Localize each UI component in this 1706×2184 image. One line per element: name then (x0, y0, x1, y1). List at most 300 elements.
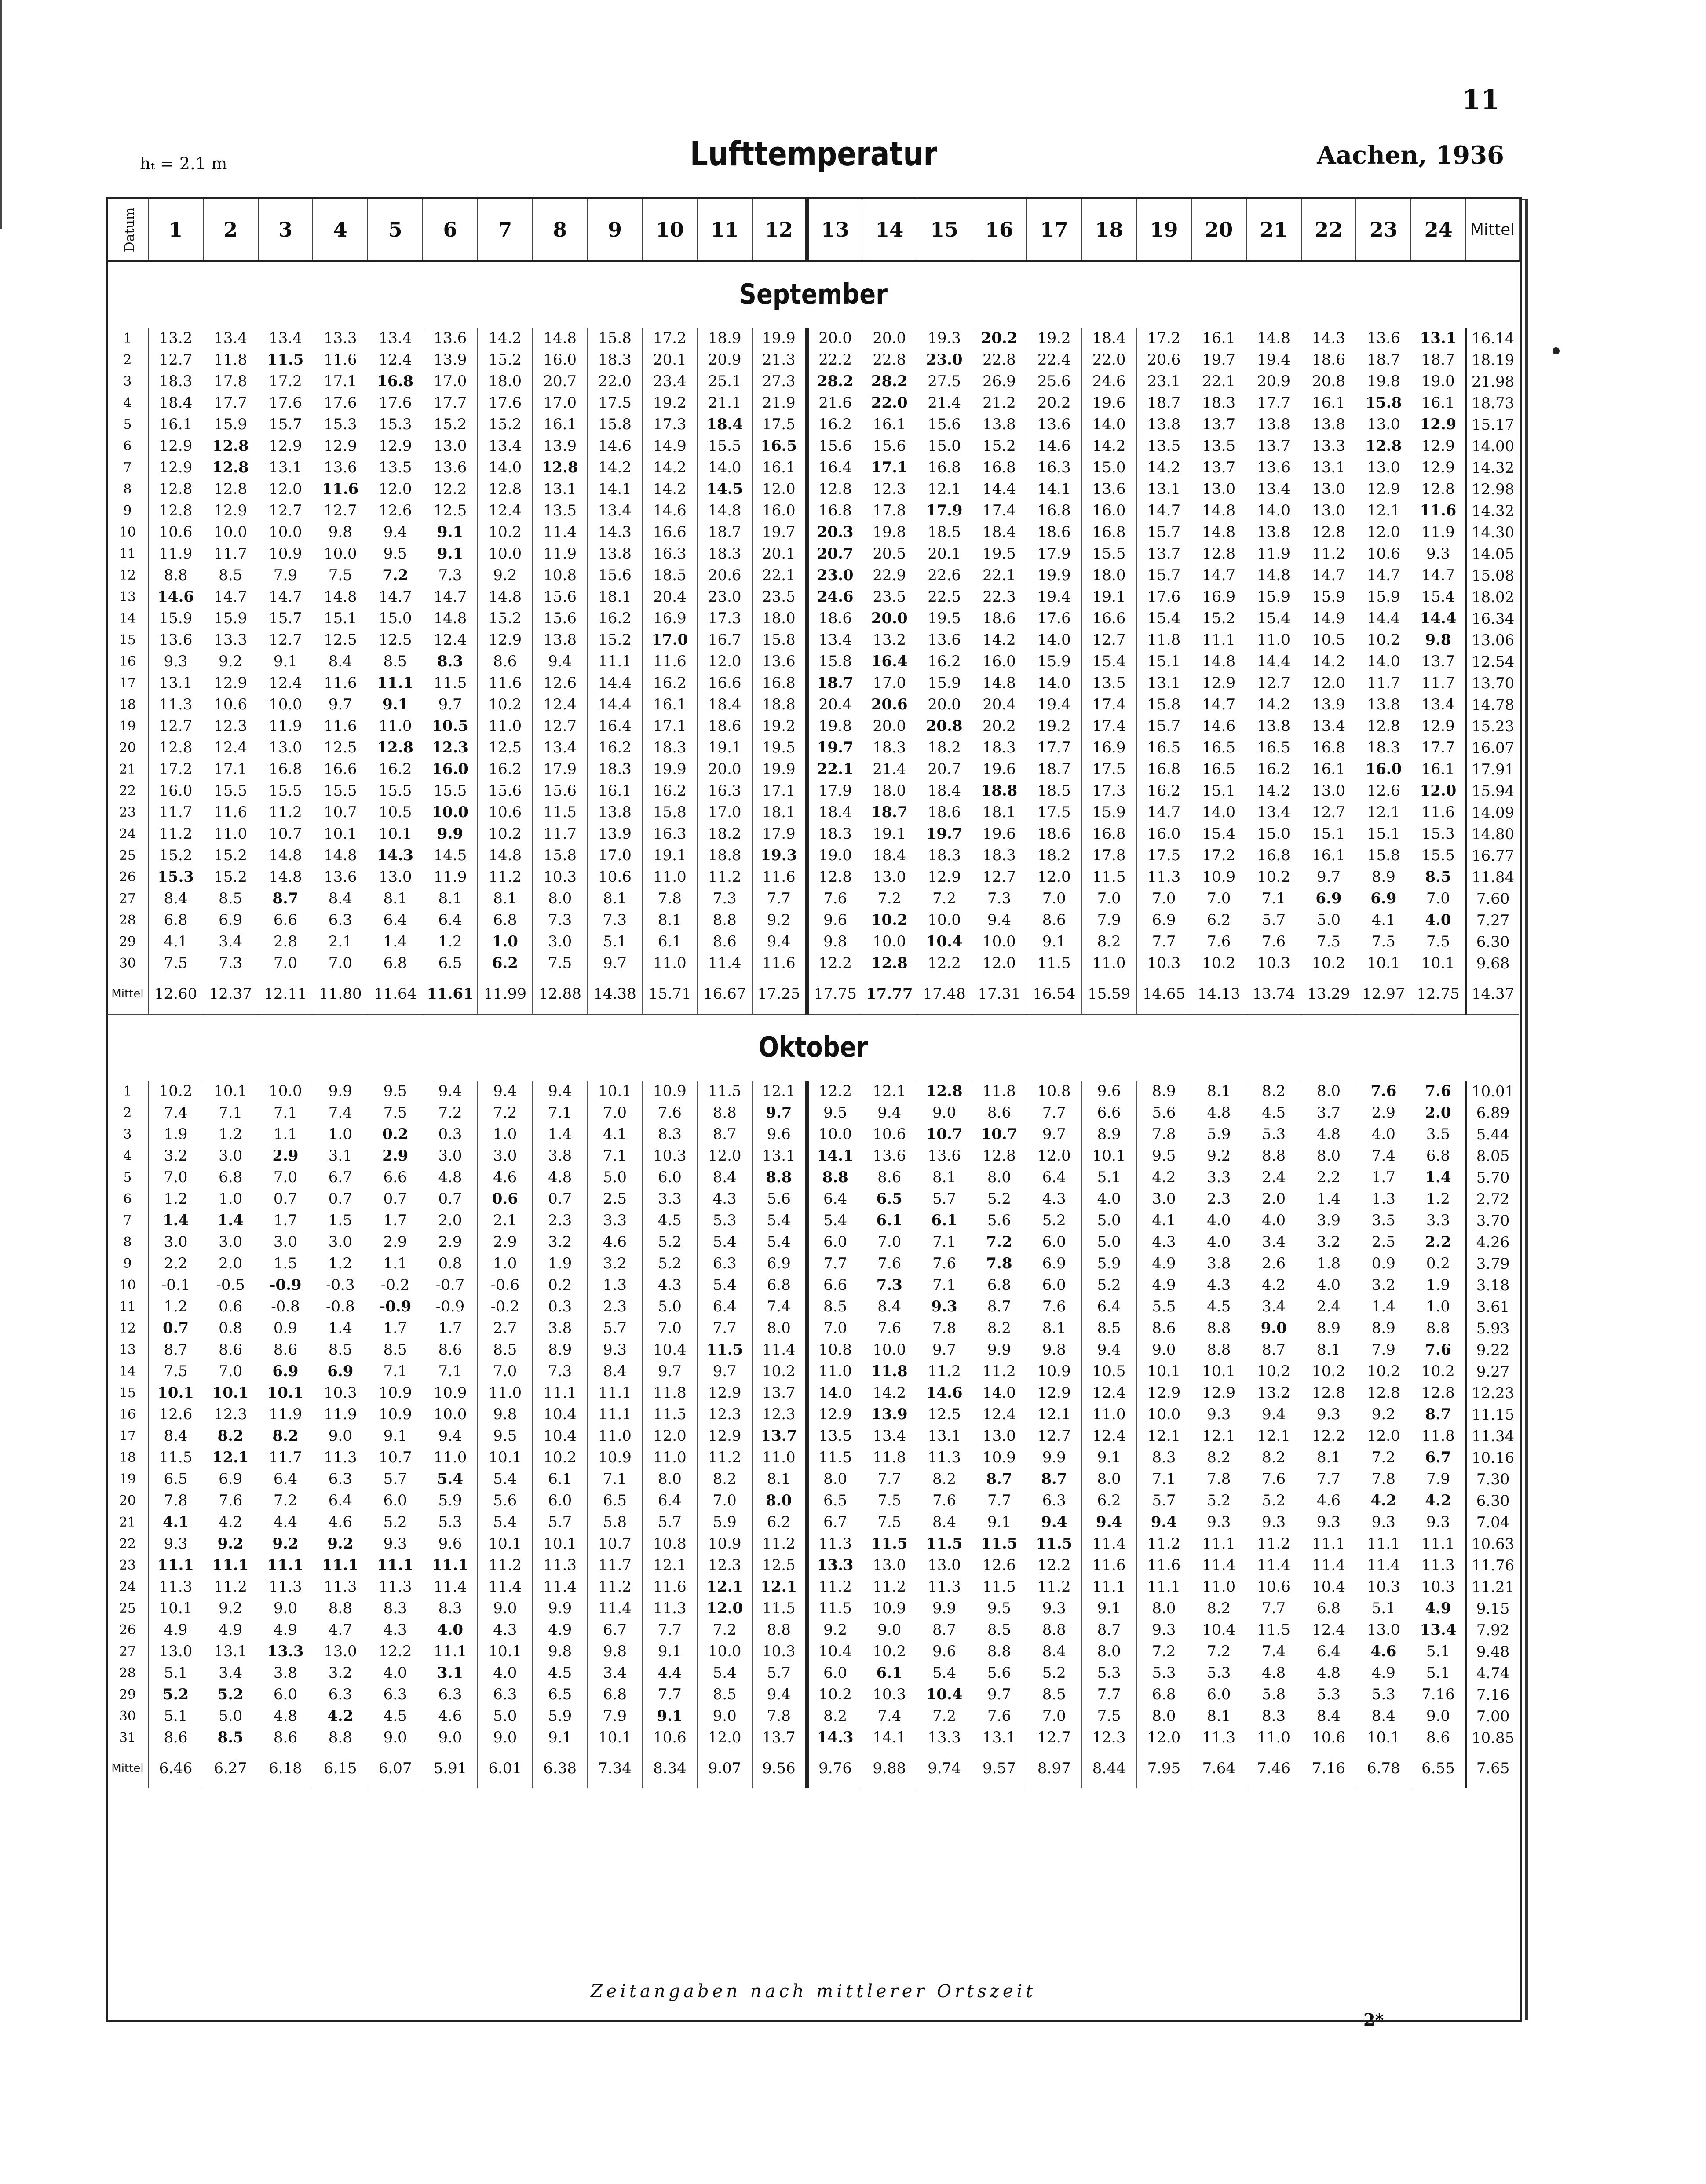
hourly-value: 13.1 (148, 672, 203, 694)
hourly-value: 5.91 (423, 1749, 478, 1788)
hourly-value: 13.3 (258, 1641, 313, 1662)
hourly-value: 17.8 (203, 371, 258, 392)
hourly-value: 13.4 (588, 500, 643, 522)
hourly-value: 13.4 (203, 328, 258, 349)
day-number: 21 (107, 1512, 148, 1533)
day-number: 30 (107, 1706, 148, 1727)
hourly-value: 13.0 (1301, 500, 1356, 522)
hourly-value: 17.9 (1027, 543, 1081, 565)
hourly-value: 12.1 (697, 1576, 752, 1598)
hourly-value: 7.0 (1027, 1706, 1081, 1727)
hourly-value: 8.0 (1136, 1598, 1191, 1619)
hourly-value: 16.8 (917, 457, 972, 478)
hourly-value: 13.6 (313, 866, 368, 888)
hourly-value: 6.15 (313, 1749, 368, 1788)
hourly-value: 7.2 (258, 1490, 313, 1512)
hourly-value: 5.4 (697, 1275, 752, 1296)
daily-mean: 3.70 (1466, 1210, 1519, 1231)
hourly-value: 16.2 (588, 608, 643, 629)
hourly-value: 9.6 (423, 1533, 478, 1555)
hourly-value: 8.7 (697, 1124, 752, 1145)
hourly-value: 13.9 (533, 435, 588, 457)
hourly-value: 16.3 (1027, 457, 1081, 478)
hourly-value: 11.6 (313, 716, 368, 737)
hourly-value: 15.9 (1027, 651, 1081, 672)
hourly-value: 2.5 (1356, 1231, 1411, 1253)
day-row (107, 651, 1519, 672)
hourly-value: 10.0 (917, 909, 972, 931)
daily-mean: 7.92 (1466, 1619, 1519, 1641)
hourly-value: 3.5 (1356, 1210, 1411, 1231)
hourly-value: -0.8 (313, 1296, 368, 1318)
daily-mean: 4.74 (1466, 1662, 1519, 1684)
day-row (107, 1188, 1519, 1210)
hourly-value: 8.3 (1246, 1706, 1301, 1727)
header-datum: Datum (107, 199, 148, 261)
hourly-value: 16.0 (148, 780, 203, 802)
hourly-value: 5.9 (697, 1512, 752, 1533)
hourly-value: 20.9 (1246, 371, 1301, 392)
hourly-value: 9.3 (1411, 543, 1466, 565)
hourly-value: 7.6 (203, 1490, 258, 1512)
hourly-value: 13.6 (423, 457, 478, 478)
hourly-value: 16.0 (1136, 823, 1191, 845)
hourly-value: 15.9 (203, 608, 258, 629)
hourly-value: 1.2 (423, 931, 478, 953)
hourly-value: 9.4 (478, 1081, 533, 1102)
hourly-value: 9.1 (642, 1706, 697, 1727)
hourly-value: 4.2 (203, 1512, 258, 1533)
hourly-value: 12.0 (1027, 1145, 1081, 1167)
hourly-value: 4.5 (368, 1706, 423, 1727)
hourly-value: 8.3 (423, 651, 478, 672)
hourly-value: 13.1 (752, 1145, 807, 1167)
day-row (107, 1684, 1519, 1706)
day-row (107, 1425, 1519, 1447)
hourly-value: 7.2 (917, 1706, 972, 1727)
hourly-value: 11.6 (1136, 1555, 1191, 1576)
hourly-value: 10.2 (1301, 1361, 1356, 1382)
hourly-value: 12.9 (258, 435, 313, 457)
hourly-value: 14.0 (1027, 629, 1081, 651)
hourly-value: 13.4 (478, 435, 533, 457)
hourly-value: 12.9 (697, 1382, 752, 1404)
hourly-value: 10.8 (533, 565, 588, 586)
day-number: 9 (107, 1253, 148, 1275)
daily-mean: 7.27 (1466, 909, 1519, 931)
hourly-value: 10.2 (1356, 629, 1411, 651)
hourly-value: 6.2 (1191, 909, 1246, 931)
hourly-value: 15.1 (1356, 823, 1411, 845)
hourly-value: 14.8 (258, 845, 313, 866)
hourly-value: 9.7 (697, 1361, 752, 1382)
hourly-value: 9.4 (533, 651, 588, 672)
hourly-value: 1.9 (533, 1253, 588, 1275)
hourly-value: 17.6 (313, 392, 368, 414)
hourly-value: 7.9 (1356, 1339, 1411, 1361)
hourly-value: 7.0 (313, 953, 368, 974)
hourly-value: 19.7 (917, 823, 972, 845)
hourly-value: 16.4 (862, 651, 917, 672)
day-row (107, 500, 1519, 522)
hourly-value: 5.1 (1081, 1167, 1136, 1188)
hourly-value: 8.1 (642, 909, 697, 931)
hourly-value: 8.1 (588, 888, 643, 909)
hourly-value: 14.7 (1411, 565, 1466, 586)
hourly-value: 15.3 (148, 866, 203, 888)
hourly-value: 6.4 (258, 1468, 313, 1490)
hourly-value: 15.3 (1411, 823, 1466, 845)
hourly-value: 11.0 (1246, 629, 1301, 651)
day-row (107, 629, 1519, 651)
hourly-value: 11.2 (1027, 1576, 1081, 1598)
hourly-value: 11.6 (1411, 802, 1466, 823)
hourly-value: 9.8 (478, 1404, 533, 1425)
hourly-value: 4.6 (313, 1512, 368, 1533)
hourly-value: 15.4 (1191, 823, 1246, 845)
hourly-value: 22.0 (1081, 349, 1136, 371)
hourly-value: 18.4 (1081, 328, 1136, 349)
hourly-value: 7.0 (203, 1361, 258, 1382)
hourly-value: 3.9 (1301, 1210, 1356, 1231)
hourly-value: 17.9 (533, 759, 588, 780)
hourly-value: 9.8 (588, 1641, 643, 1662)
hourly-value: 6.8 (368, 953, 423, 974)
hourly-value: 21.6 (807, 392, 862, 414)
hourly-value: 6.18 (258, 1749, 313, 1788)
hourly-value: 15.7 (1136, 716, 1191, 737)
hourly-value: 11.4 (1081, 1533, 1136, 1555)
hourly-value: 8.2 (1191, 1447, 1246, 1468)
hourly-value: 10.0 (862, 1339, 917, 1361)
hourly-value: 15.8 (642, 802, 697, 823)
hourly-value: 9.3 (1301, 1404, 1356, 1425)
hourly-value: 10.4 (533, 1425, 588, 1447)
hourly-value: 16.7 (697, 629, 752, 651)
hourly-value: 9.3 (1191, 1404, 1246, 1425)
hourly-value: 7.2 (423, 1102, 478, 1124)
hourly-value: 8.4 (588, 1361, 643, 1382)
hourly-value: 10.2 (807, 1684, 862, 1706)
hourly-value: 10.1 (368, 823, 423, 845)
hourly-value: 7.1 (258, 1102, 313, 1124)
hourly-value: 0.7 (533, 1188, 588, 1210)
hourly-value: 1.5 (258, 1253, 313, 1275)
hourly-value: 16.8 (258, 759, 313, 780)
hourly-value: 6.8 (1301, 1598, 1356, 1619)
hourly-value: 8.7 (1246, 1339, 1301, 1361)
hourly-value: 12.9 (1191, 1382, 1246, 1404)
hourly-value: 22.1 (807, 759, 862, 780)
hourly-value: 8.6 (478, 651, 533, 672)
hourly-value: 12.1 (1027, 1404, 1081, 1425)
hourly-value: 12.3 (862, 478, 917, 500)
hourly-value: 2.0 (203, 1253, 258, 1275)
hourly-value: 9.2 (478, 565, 533, 586)
hourly-value: 7.8 (1136, 1124, 1191, 1145)
day-row (107, 1619, 1519, 1641)
hourly-value: 3.2 (588, 1253, 643, 1275)
hourly-value: 17.6 (1136, 586, 1191, 608)
hourly-value: 13.4 (1301, 716, 1356, 737)
hourly-value: 17.7 (1027, 737, 1081, 759)
hourly-value: 11.0 (368, 716, 423, 737)
hourly-value: 8.2 (972, 1318, 1027, 1339)
hourly-value: 15.7 (258, 414, 313, 435)
hourly-value: 12.0 (697, 651, 752, 672)
hourly-value: 25.6 (1027, 371, 1081, 392)
hourly-value: 7.0 (1191, 888, 1246, 909)
hourly-value: 1.7 (368, 1210, 423, 1231)
hourly-value: 20.7 (807, 543, 862, 565)
hourly-value: 14.8 (1246, 328, 1301, 349)
hourly-value: 2.0 (423, 1210, 478, 1231)
hourly-value: 13.9 (1301, 694, 1356, 716)
hourly-value: 8.4 (697, 1167, 752, 1188)
hourly-value: 17.6 (368, 392, 423, 414)
hourly-value: 16.1 (1411, 392, 1466, 414)
hourly-value: 6.0 (807, 1662, 862, 1684)
hourly-value: 7.6 (917, 1253, 972, 1275)
hourly-value: 8.8 (752, 1167, 807, 1188)
day-number: 20 (107, 737, 148, 759)
hourly-value: 18.1 (752, 802, 807, 823)
hourly-value: 12.60 (148, 974, 203, 1014)
hourly-value: 5.7 (533, 1512, 588, 1533)
day-row (107, 845, 1519, 866)
hourly-value: 13.0 (1191, 478, 1246, 500)
daily-mean: 14.30 (1466, 522, 1519, 543)
hourly-value: 8.8 (972, 1641, 1027, 1662)
hourly-value: 9.9 (423, 823, 478, 845)
hourly-value: 24.6 (1081, 371, 1136, 392)
hourly-value: 3.8 (1191, 1253, 1246, 1275)
header-hour-24: 24 (1411, 199, 1466, 261)
hourly-value: 14.4 (972, 478, 1027, 500)
hourly-value: 9.6 (1081, 1081, 1136, 1102)
daily-mean: 14.78 (1466, 694, 1519, 716)
hourly-value: 11.5 (697, 1339, 752, 1361)
daily-mean: 7.00 (1466, 1706, 1519, 1727)
hourly-value: 11.2 (1136, 1533, 1191, 1555)
day-row (107, 1447, 1519, 1468)
hourly-value: 12.1 (642, 1555, 697, 1576)
hourly-value: 9.1 (533, 1727, 588, 1749)
hourly-value: 20.8 (917, 716, 972, 737)
hourly-value: 20.0 (697, 759, 752, 780)
hourly-value: 13.1 (972, 1727, 1027, 1749)
hourly-value: 5.3 (423, 1512, 478, 1533)
hourly-value: 14.7 (423, 586, 478, 608)
hourly-value: 11.5 (972, 1576, 1027, 1598)
hourly-value: 12.8 (203, 478, 258, 500)
daily-mean: 18.19 (1466, 349, 1519, 371)
hourly-value: 6.9 (203, 909, 258, 931)
hourly-value: 3.2 (1301, 1231, 1356, 1253)
hourly-value: 15.6 (533, 586, 588, 608)
hourly-value: 8.1 (1191, 1081, 1246, 1102)
hourly-value: 4.0 (1356, 1124, 1411, 1145)
hourly-value: 8.7 (972, 1468, 1027, 1490)
hourly-value: 18.3 (972, 845, 1027, 866)
hourly-value: 17.1 (752, 780, 807, 802)
day-number: 23 (107, 1555, 148, 1576)
hourly-value: 14.4 (1356, 608, 1411, 629)
hourly-value: 8.6 (1136, 1318, 1191, 1339)
hourly-value: 10.0 (862, 931, 917, 953)
hourly-value: 18.6 (1027, 823, 1081, 845)
hourly-value: 8.5 (972, 1619, 1027, 1641)
hourly-value: 1.3 (1356, 1188, 1411, 1210)
hourly-value: 7.3 (697, 888, 752, 909)
hourly-value: 6.3 (313, 1684, 368, 1706)
hourly-value: 14.2 (642, 457, 697, 478)
daily-mean: 11.21 (1466, 1576, 1519, 1598)
hourly-value: 11.8 (862, 1361, 917, 1382)
hourly-value: 18.7 (1027, 759, 1081, 780)
hourly-value: 5.1 (148, 1662, 203, 1684)
hourly-value: 5.6 (972, 1662, 1027, 1684)
hourly-value: 12.7 (1081, 629, 1136, 651)
hourly-value: 11.6 (642, 1576, 697, 1598)
hourly-value: 11.6 (1081, 1555, 1136, 1576)
hourly-value: 16.0 (1356, 759, 1411, 780)
hourly-value: 2.1 (478, 1210, 533, 1231)
hourly-value: 12.0 (642, 1425, 697, 1447)
hourly-value: 13.2 (1246, 1382, 1301, 1404)
hourly-value: 1.2 (1411, 1188, 1466, 1210)
daily-mean: 6.30 (1466, 1490, 1519, 1512)
day-row (107, 522, 1519, 543)
hourly-value: 22.0 (862, 392, 917, 414)
hourly-value: 11.2 (1246, 1533, 1301, 1555)
hourly-value: 17.4 (1081, 694, 1136, 716)
hourly-value: 18.8 (752, 694, 807, 716)
hourly-value: 16.1 (642, 694, 697, 716)
hourly-value: 4.9 (1411, 1598, 1466, 1619)
hourly-value: 5.7 (588, 1318, 643, 1339)
hourly-value: 10.2 (1356, 1361, 1411, 1382)
hourly-value: 12.9 (148, 435, 203, 457)
hourly-value: 11.2 (697, 1447, 752, 1468)
hourly-value: 12.8 (203, 435, 258, 457)
daily-mean: 12.23 (1466, 1382, 1519, 1404)
hourly-value: 11.7 (203, 543, 258, 565)
hourly-value: 16.8 (1136, 759, 1191, 780)
hourly-value: 12.6 (972, 1555, 1027, 1576)
hourly-value: 17.9 (752, 823, 807, 845)
hourly-value: 5.0 (1301, 909, 1356, 931)
hourly-value: 9.4 (1246, 1404, 1301, 1425)
hourly-value: 18.3 (642, 737, 697, 759)
hourly-value: 13.8 (1356, 694, 1411, 716)
hourly-value: 5.9 (533, 1706, 588, 1727)
hourly-value: 6.0 (642, 1167, 697, 1188)
hourly-value: 16.3 (642, 543, 697, 565)
hourly-value: 13.29 (1301, 974, 1356, 1014)
hourly-value: 15.6 (533, 608, 588, 629)
hourly-value: 8.8 (697, 909, 752, 931)
hourly-value: 9.0 (697, 1706, 752, 1727)
hourly-value: 3.0 (423, 1145, 478, 1167)
hourly-value: 10.0 (313, 543, 368, 565)
hourly-value: 14.1 (588, 478, 643, 500)
hourly-value: 15.2 (588, 629, 643, 651)
hourly-value: 15.5 (368, 780, 423, 802)
hourly-value: 4.3 (368, 1619, 423, 1641)
hourly-value: 20.6 (1136, 349, 1191, 371)
hourly-value: 12.5 (313, 629, 368, 651)
day-row (107, 608, 1519, 629)
hourly-value: 10.0 (258, 1081, 313, 1102)
hourly-value: 13.5 (1136, 435, 1191, 457)
hourly-value: 9.4 (972, 909, 1027, 931)
hourly-value: 9.0 (862, 1619, 917, 1641)
hourly-value: 9.7 (313, 694, 368, 716)
hourly-value: 10.7 (313, 802, 368, 823)
hourly-value: 19.2 (1027, 328, 1081, 349)
hourly-value: 7.5 (148, 1361, 203, 1382)
hourly-value: 17.7 (1411, 737, 1466, 759)
hourly-value: 12.9 (1411, 414, 1466, 435)
hourly-value: 1.4 (1356, 1296, 1411, 1318)
hourly-value: 8.9 (1081, 1124, 1136, 1145)
hourly-value: 3.0 (478, 1145, 533, 1167)
hourly-value: 11.9 (1246, 543, 1301, 565)
hourly-value: 12.5 (423, 500, 478, 522)
hourly-value: 17.31 (972, 974, 1027, 1014)
hourly-value: 17.3 (642, 414, 697, 435)
hourly-value: 9.3 (1411, 1512, 1466, 1533)
hourly-value: 12.88 (533, 974, 588, 1014)
hourly-value: 14.0 (807, 1382, 862, 1404)
hourly-value: 22.2 (807, 349, 862, 371)
hourly-value: 9.0 (313, 1425, 368, 1447)
hourly-value: 8.5 (368, 651, 423, 672)
hourly-value: 12.3 (203, 716, 258, 737)
day-row (107, 1404, 1519, 1425)
hourly-value: 12.4 (1301, 1619, 1356, 1641)
hourly-value: 16.1 (1301, 759, 1356, 780)
hourly-value: 16.5 (752, 435, 807, 457)
hourly-value: 10.8 (642, 1533, 697, 1555)
hourly-value: 4.8 (423, 1167, 478, 1188)
hourly-value: 11.5 (807, 1598, 862, 1619)
hourly-value: 15.9 (148, 608, 203, 629)
hourly-value: 6.8 (1136, 1684, 1191, 1706)
hourly-value: 10.9 (642, 1081, 697, 1102)
hourly-value: 13.0 (368, 866, 423, 888)
hourly-value: 15.1 (1301, 823, 1356, 845)
hourly-value: 19.8 (807, 716, 862, 737)
hourly-value: 11.9 (258, 1404, 313, 1425)
hourly-value: 12.1 (862, 1081, 917, 1102)
header-hour-11: 11 (697, 199, 752, 261)
hourly-value: 15.9 (203, 414, 258, 435)
month-name: Oktober (758, 1031, 868, 1064)
hourly-value: 13.1 (533, 478, 588, 500)
hourly-value: 19.3 (917, 328, 972, 349)
hourly-value: 11.1 (1301, 1533, 1356, 1555)
hourly-value: 8.6 (203, 1339, 258, 1361)
hourly-value: 9.2 (313, 1533, 368, 1555)
hourly-value: 2.5 (588, 1188, 643, 1210)
header-hour-23: 23 (1356, 199, 1411, 261)
hourly-value: 8.1 (478, 888, 533, 909)
hourly-value: 10.2 (1301, 953, 1356, 974)
hourly-value: 16.0 (533, 349, 588, 371)
day-row (107, 565, 1519, 586)
